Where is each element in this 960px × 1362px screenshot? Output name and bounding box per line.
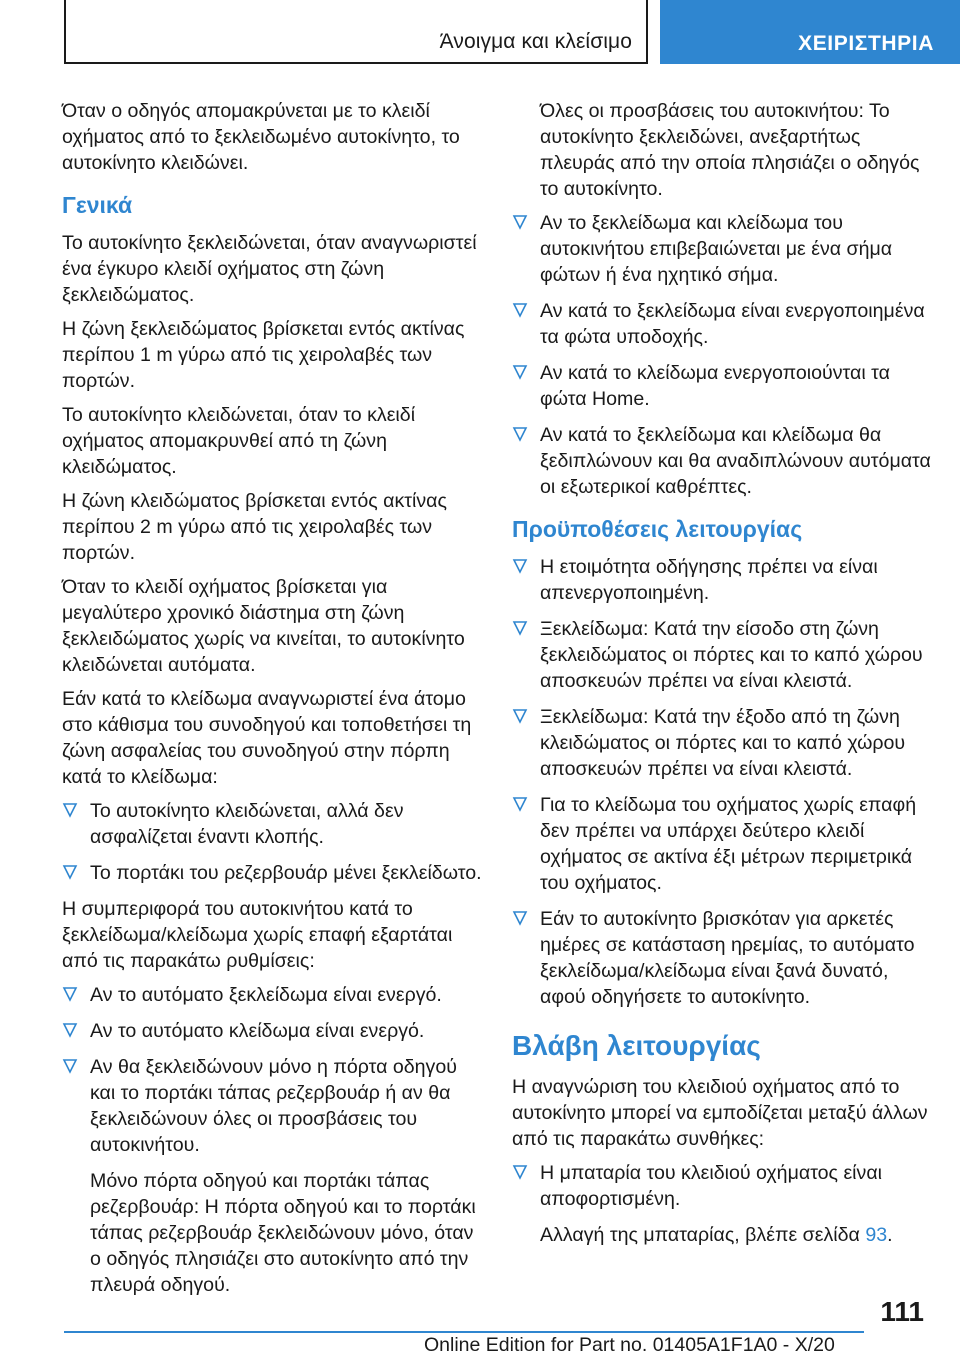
list-item xyxy=(512,1160,932,1212)
list-item xyxy=(62,798,482,850)
list-item-text: Το πορτάκι του ρεζερβουάρ μένει ξεκλείδωτο. xyxy=(90,862,482,884)
list-item-text: Η ετοιμότητα οδήγησης πρέπει να είναι απενεργοποιημένη. xyxy=(540,556,878,604)
heading-prerequisites: Προϋποθέσεις λειτουργίας xyxy=(512,516,803,542)
list-item xyxy=(62,1018,482,1044)
list-item-text: Η μπαταρία του κλειδιού οχήματος είναι αποφορτισμένη. xyxy=(540,1162,883,1210)
list-item-text: Αν κατά το ξεκλείδωμα και κλείδωμα θα ξεδιπλώνουν και θα αναδιπλώνουν αυτόματα οι εξωτερικοί καθρέπτες. xyxy=(540,424,931,498)
list-item xyxy=(512,422,932,500)
heading-malfunction: Βλάβη λειτουργίας xyxy=(512,1030,761,1061)
triangle-bullet-icon xyxy=(62,864,78,880)
triangle-bullet-icon xyxy=(512,620,528,636)
battery-note-text: Αλλαγή της μπαταρίας, βλέπε σελίδα xyxy=(540,1224,860,1246)
page-number: 111 xyxy=(880,1296,924,1327)
triangle-bullet-icon xyxy=(512,708,528,724)
list-item-text: Για το κλείδωμα του οχήματος χωρίς επαφή δεν πρέπει να υπάρχει δεύτερο κλειδί οχήματος σε ακτίνα έξι μέτρων περιμετρικά του οχήματος. xyxy=(540,794,917,894)
heading-general: Γενικά xyxy=(62,192,133,218)
battery-note-tail: . xyxy=(887,1224,893,1246)
list-item-text: Το αυτοκίνητο κλειδώνεται, αλλά δεν ασφαλίζεται έναντι κλοπής. xyxy=(90,800,404,848)
triangle-bullet-icon xyxy=(512,1164,528,1180)
triangle-bullet-icon xyxy=(62,986,78,1002)
chapter-tab-label: ΧΕΙΡΙΣΤΗΡΙΑ xyxy=(798,32,934,55)
triangle-bullet-icon xyxy=(62,1022,78,1038)
list-item xyxy=(512,906,932,1010)
paragraph: Όταν το κλειδί οχήματος βρίσκεται για μεγαλύτερο χρονικό διάστημα στη ζώνη ξεκλειδώματος χωρίς να κινείται, το αυτοκίνητο κλειδώνεται αυτόματα. xyxy=(62,576,465,676)
list-item xyxy=(62,982,482,1008)
triangle-bullet-icon xyxy=(62,1058,78,1074)
battery-note xyxy=(512,1222,932,1248)
list-item-text: Αν κατά το ξεκλείδωμα είναι ενεργοποιημένα τα φώτα υποδοχής. xyxy=(540,300,925,348)
paragraph: Η συμπεριφορά του αυτοκινήτου κατά το ξεκλείδωμα/κλείδωμα χωρίς επαφή εξαρτάται από τις παρακάτω ρυθμίσεις: xyxy=(62,898,453,972)
triangle-bullet-icon xyxy=(512,426,528,442)
list-item xyxy=(62,1054,482,1158)
list-item-text: Αν το ξεκλείδωμα και κλείδωμα του αυτοκινήτου επιβεβαιώνεται με ένα σήμα φώτων ή ένα ηχητικό σήμα. xyxy=(540,212,893,286)
triangle-bullet-icon xyxy=(512,796,528,812)
triangle-bullet-icon xyxy=(512,910,528,926)
left-column xyxy=(62,98,482,1306)
paragraph: Η αναγνώριση του κλειδιού οχήματος από το αυτοκίνητο μπορεί να εμποδίζεται μεταξύ άλλων από τις παρακάτω συνθήκες: xyxy=(512,1076,928,1150)
paragraph: Το αυτοκίνητο ξεκλειδώνεται, όταν αναγνωριστεί ένα έγκυρο κλειδί οχήματος στη ζώνη ξεκλειδώματος. xyxy=(62,232,477,306)
running-header xyxy=(64,0,648,64)
chapter-tab[interactable] xyxy=(660,0,960,64)
continued-note: Όλες οι προσβάσεις του αυτοκινήτου: Το αυτοκίνητο ξεκλειδώνει, ανεξαρτήτως πλευράς από την οποία πλησιάζει ο οδηγός το αυτοκίνητο. xyxy=(540,100,920,200)
list-item xyxy=(512,792,932,896)
list-item xyxy=(512,616,932,694)
paragraph: Η ζώνη κλειδώματος βρίσκεται εντός ακτίνας περίπου 2 m γύρω από τις χειρολαβές των πορτών. xyxy=(62,490,447,564)
right-column xyxy=(512,98,932,1256)
triangle-bullet-icon xyxy=(62,802,78,818)
triangle-bullet-icon xyxy=(512,214,528,230)
list-item-text: Εάν το αυτοκίνητο βρισκόταν για αρκετές ημέρες σε κατάσταση ηρεμίας, το αυτόματο ξεκλείδωμα/κλείδωμα είναι ξανά δυνατό, αφού οδηγήσετε το αυτοκίνητο. xyxy=(540,908,915,1008)
list-item xyxy=(512,360,932,412)
triangle-bullet-icon xyxy=(512,302,528,318)
intro-paragraph: Όταν ο οδηγός απομακρύνεται με το κλειδί οχήματος από το ξεκλειδωμένο αυτοκίνητο, το αυτοκίνητο κλειδώνει. xyxy=(62,100,460,174)
list-item-text: Ξεκλείδωμα: Κατά την είσοδο στη ζώνη ξεκλειδώματος οι πόρτες και το καπό χώρου αποσκευών πρέπει να είναι κλειστά. xyxy=(540,618,923,692)
section-title: Άνοιγμα και κλείσιμο xyxy=(439,30,632,53)
list-item-text: Αν κατά το κλείδωμα ενεργοποιούνται τα φώτα Home. xyxy=(540,362,890,410)
list-item xyxy=(512,704,932,782)
list-item-text: Ξεκλείδωμα: Κατά την έξοδο από τη ζώνη κλειδώματος οι πόρτες και το καπό χώρου αποσκευών πρέπει να είναι κλειστά. xyxy=(540,706,906,780)
paragraph: Το αυτοκίνητο κλειδώνεται, όταν το κλειδί οχήματος απομακρυνθεί από τη ζώνη κλειδώματος. xyxy=(62,404,416,478)
sub-note: Μόνο πόρτα οδηγού και πορτάκι τάπας ρεζερβουάρ: Η πόρτα οδηγού και το πορτάκι τάπας ρεζερβουάρ ξεκλειδώνουν μόνο, όταν ο οδηγός πλησιάζει στο αυτοκίνητο από την πλευρά οδηγού. xyxy=(90,1170,476,1296)
list-item xyxy=(512,210,932,288)
list-item xyxy=(512,554,932,606)
paragraph: Η ζώνη ξεκλειδώματος βρίσκεται εντός ακτίνας περίπου 1 m γύρω από τις χειρολαβές των πορτών. xyxy=(62,318,465,392)
triangle-bullet-icon xyxy=(512,364,528,380)
list-item-text: Αν θα ξεκλειδώνουν μόνο η πόρτα οδηγού και το πορτάκι τάπας ρεζερβουάρ ή αν θα ξεκλειδώνουν όλες οι προσβάσεις του αυτοκινήτου. xyxy=(90,1056,457,1156)
list-item-text: Αν το αυτόματο κλείδωμα είναι ενεργό. xyxy=(90,1020,425,1042)
triangle-bullet-icon xyxy=(512,558,528,574)
edition-footer: Online Edition for Part no. 01405A1F1A0 - X/20 xyxy=(424,1334,835,1356)
footer-rule xyxy=(64,1331,864,1333)
list-item xyxy=(512,298,932,350)
list-item-text: Αν το αυτόματο ξεκλείδωμα είναι ενεργό. xyxy=(90,984,442,1006)
page-reference-link[interactable]: 93 xyxy=(865,1224,888,1246)
paragraph: Εάν κατά το κλείδωμα αναγνωριστεί ένα άτομο στο κάθισμα του συνοδηγού και τοποθετήσει τη ζώνη ασφαλείας του συνοδηγού στην πόρπη κατά το κλείδωμα: xyxy=(62,688,472,788)
list-item xyxy=(62,860,482,886)
